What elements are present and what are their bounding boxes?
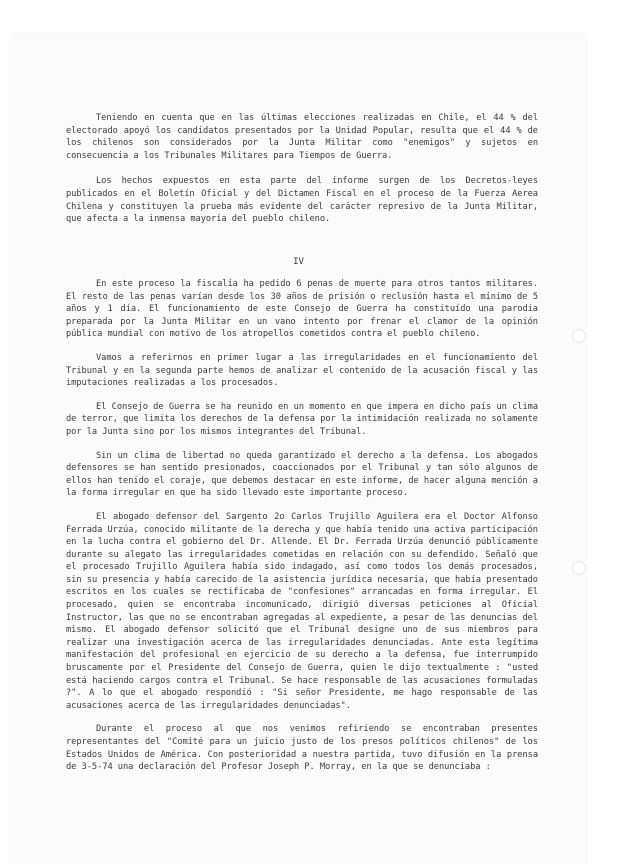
paragraph: Vamos a referirnos en primer lugar a las irregularidades en el funcionamiento del Tribunal y en la segunda parte hemos de analizar el contenido de la acusación fiscal y las imputaciones realizadas a los procesados. xyxy=(66,352,538,389)
paragraph: Sin un clima de libertad no queda garantizado el derecho a la defensa. Los abogados defensores se han sentido presionados, coaccionados por el Tribunal y tan sólo algunos de ellos han tenido el coraje, que debemos destacar en este informe, de hacer alguna mención a la forma irregular en que ha sido llevado este importante proceso. xyxy=(66,450,538,499)
paragraph: El abogado defensor del Sargento 2o Carlos Trujillo Aguilera era el Doctor Alfonso Ferrada Urzúa, conocido militante de la derecha y que había tenido una activa participación en la lucha contra el gobierno del Dr. Allende. El Dr. Ferrada Urzúa denunció públicamente durante su alegato las irregularidades cometidas en relación con su defendido. Señaló que el procesado Trujillo Aguilera había sido indagado, así como todos los demás procesados, sin su presencia y había carecido de la asistencia jurídica necesaria, que había presentado escritos en los cuales se rectificaba de "confesiones" arrancadas en forma irregular. El procesado, quien se encontraba incomunicado, dirigió diversas peticiones al Oficial Instructor, las que no se encontraban agregadas al expediente, a pesar de las denuncias del mismo. El abogado defensor solicitó que el Tribunal designe uno de sus miembros para realizar una investigación acerca de las irregularidades denunciadas. Ante esta legítima manifestación del profesional en ejercicio de su derecho a la defensa, fue interrumpido bruscamente por el Presidente del Consejo de Guerra, quien le dijo textualmente : "usted está haciendo cargos contra el Tribunal. Se hace responsable de las acusaciones formuladas ?". A lo que el abogado respondió : "Si señor Presidente, me hago responsable de las acusaciones acerca de las irregularidades denunciadas". xyxy=(66,511,538,711)
document-page xyxy=(10,33,587,864)
text-section-after xyxy=(66,278,538,774)
punch-hole xyxy=(572,329,586,343)
paragraph: En este proceso la fiscalía ha pedido 6 penas de muerte para otros tantos militares. El resto de las penas varían desde los 30 años de prisión o reclusión hasta el mínimo de 5 años y 1 día. El funcionamiento de este Consejo de Guerra ha constituído una parodia preparada por la Junta Militar en un vano intento por frenar el clamor de la opinión pública mundial con motivo de los atropellos cometidos contra el pueblo chileno. xyxy=(66,279,538,340)
paragraph: Teniendo en cuenta que en las últimas elecciones realizadas en Chile, el 44 % del electorado apoyó los candidatos presentados por la Unidad Popular, resulta que el 44 % de los chilenos son considerados por la Junta Militar como "enemigos" y sujetos en consecuencia a los Tribunales Militares para Tiempos de Guerra. xyxy=(66,113,538,161)
paragraph: El Consejo de Guerra se ha reunido en un momento en que impera en dicho país un clima de terror, que limita los derechos de la defensa por la intimidación realizada no solamente por la Junta sino por los mismos integrantes del Tribunal. xyxy=(66,401,538,437)
paragraph: Los hechos expuestos en esta parte del informe surgen de los Decretos-leyes publicados en el Boletín Oficial y del Dictamen Fiscal en el proceso de la Fuerza Aerea Chilena y constituyen la prueba más evidente del carácter represivo de la Junta Militar, que afecta a la inmensa mayoría del pueblo chileno. xyxy=(66,176,538,225)
text-section-before xyxy=(66,112,538,226)
punch-hole xyxy=(572,561,586,575)
paragraph: Durante el proceso al que nos venimos refiriendo se encontraban presentes representantes del "Comité para un juicio justo de los presos políticos chilenos" de los Estados Unidos de América. Con posterioridad a nuestra partida, tuvo difusión en la prensa de 3-5-74 una declaración del Profesor Joseph P. Morray, en la que se denunciaba : xyxy=(66,724,538,773)
section-numeral: IV xyxy=(293,257,304,267)
